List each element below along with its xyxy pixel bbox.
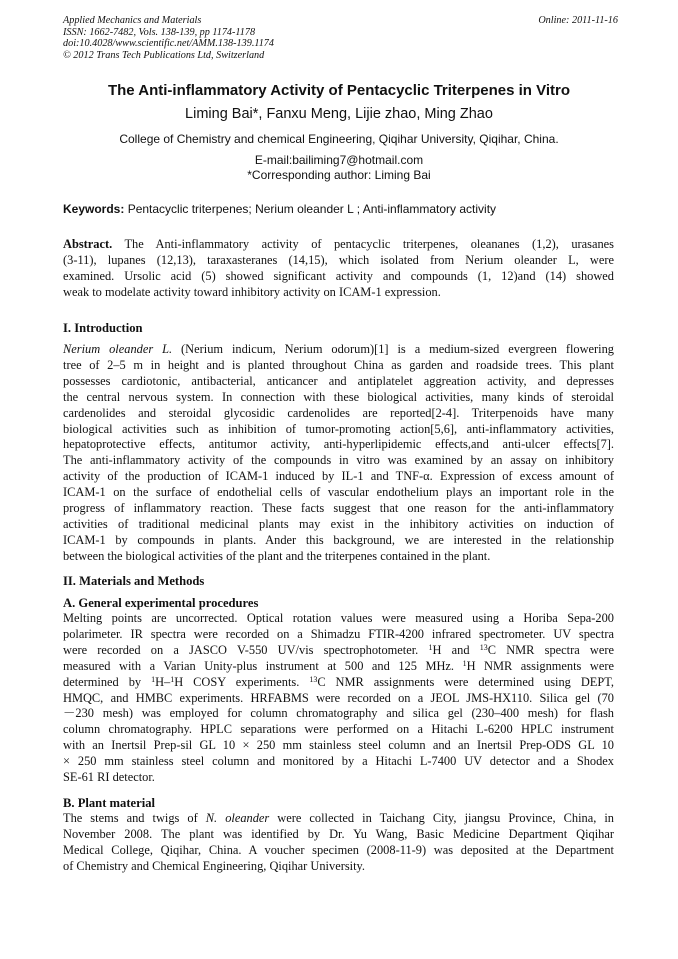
subsection-heading-plant-material: B. Plant material [63, 796, 155, 810]
journal-header [63, 15, 618, 61]
keywords-text: Pentacyclic triterpenes; Nerium oleander L ; Anti-inflammatory activity [124, 202, 497, 216]
contact-block [0, 153, 678, 182]
doi-line: doi:10.4028/www.scientific.net/AMM.138-139.1174 [63, 38, 274, 50]
online-date: Online: 2011-11-16 [538, 15, 618, 26]
issn-line: ISSN: 1662-7482, Vols. 138-139, pp 1174-1178 [63, 26, 256, 38]
subsection-heading-general: A. General experimental procedures [63, 596, 259, 610]
introduction-paragraph: Nerium oleander L. (Nerium indicum, Nerium odorum)[1] is a medium-sized evergreen flowering tree of 2–5 m in height and is planted throughout China as garden and roadside trees. This plant possesses cardiotonic, antibacterial, anticancer and antiplatelet aggreation activity, and depresses the central nervous system. In connection with these biological activities, many kinds of steroidal cardenolides and steroidal glycosidic cardenolides are reported[2-4]. Triterpenoids have many biological activities such as inhibition of tumor-promoting action[5,6], anti-inflammatory activities, hepatoprotective effects, antitumor activity, anti-hyperlipidemic effects,and anti-ulcer effects[7]. The anti-inflammatory activity of the compounds in vitro was examined by an assay on inhibitory activity of the production of ICAM-1 induced by IL-1 and TNF-α. Expression of excess amount of ICAM-1 on the surface of endothelial cells of vascular endothelium plays an important role in the progress of inflammatory reaction. These facts suggest that one reason for the anti-inflammatory activities of traditional medicinal plants may exist in the inhibitory activities on induction of ICAM-1 by compounds in plants. Ander this background, we are interested in the relationship between the biological activities of the plant and the triterpenes contained in the plant. [63, 342, 614, 563]
email-line: E-mail:bailiming7@hotmail.com [254, 153, 424, 167]
copyright-line: © 2012 Trans Tech Publications Ltd, Switzerland [63, 49, 265, 61]
author-list: Liming Bai*, Fanxu Meng, Lijie zhao, Ming Zhao [185, 106, 493, 122]
paper-title: The Anti-inflammatory Activity of Pentacyclic Triterpenes in Vitro [107, 82, 571, 99]
keywords-label: Keywords: [63, 202, 125, 216]
methods-general-paragraph: Melting points are uncorrected. Optical rotation values were measured using a Horiba Sepa-200 polarimeter. IR spectra were recorded on a Shimadzu FTIR-4200 infrared spectrometer. UV spectra were recorded on a JASCO V-550 UV/vis spectrophotometer. $^1$H and $^{13}$C NMR spectra were measured with a Varian Unity-plus instrument at 500 and 125 MHz. $^1$H NMR assignments were determined by $^1$H–$^1$H COSY experiments. $^{13}$C NMR assignments were determined using DEPT, HMQC, and HMBC experiments. HRFABMS were recorded on a JEOL JMS-HX110. Silica gel (70 －230 mesh) was employed for column chromatography and silica gel (230–400 mesh) for flash column chromatography. HPLC separations were performed on a Hitachi L-6200 HPLC instrument with an Inertsil Prep-sil GL 10 × 250 mm stainless steel column and an Inertsil Prep-ODS GL 10 × 250 mm stainless steel column and monitored by a Hitachi L-7400 UV detector and a Shodex SE-61 RI detector. [63, 611, 614, 785]
corresponding-author: *Corresponding author: Liming Bai [247, 167, 431, 182]
abstract-paragraph: Abstract. The Anti-inflammatory activity of pentacyclic triterpenes, oleananes (1,2), urasanes (3-11), lupanes (12,13), taraxasteranes (14,15), which isolated from Nerium oleander L, were examined. Ursolic acid (5) showed significant activity and compounds (1, 12)and (14) showed weak to modelate activity toward inhibitory activity on ICAM-1 expression. [63, 237, 614, 299]
affiliation: College of Chemistry and chemical Engineering, Qiqihar University, Qiqihar, China. [119, 132, 559, 146]
journal-name: Applied Mechanics and Materials [63, 15, 202, 26]
plant-material-paragraph: The stems and twigs of N. oleander were collected in Taichang City, jiangsu Province, China, in November 2008. The plant was identified by Dr. Yu Wang, Basic Medicine Department Qiqihar Medical College, Qiqihar, China. A voucher specimen (2008-11-9) was deposited at the Department of Chemistry and Chemical Engineering, Qiqihar University. [63, 811, 614, 873]
species-name: Nerium oleander L. [63, 342, 173, 356]
abstract-label: Abstract. [63, 237, 113, 251]
section-heading-introduction: I. Introduction [63, 321, 143, 335]
keywords-line [63, 202, 496, 216]
section-heading-methods: II. Materials and Methods [63, 574, 205, 588]
